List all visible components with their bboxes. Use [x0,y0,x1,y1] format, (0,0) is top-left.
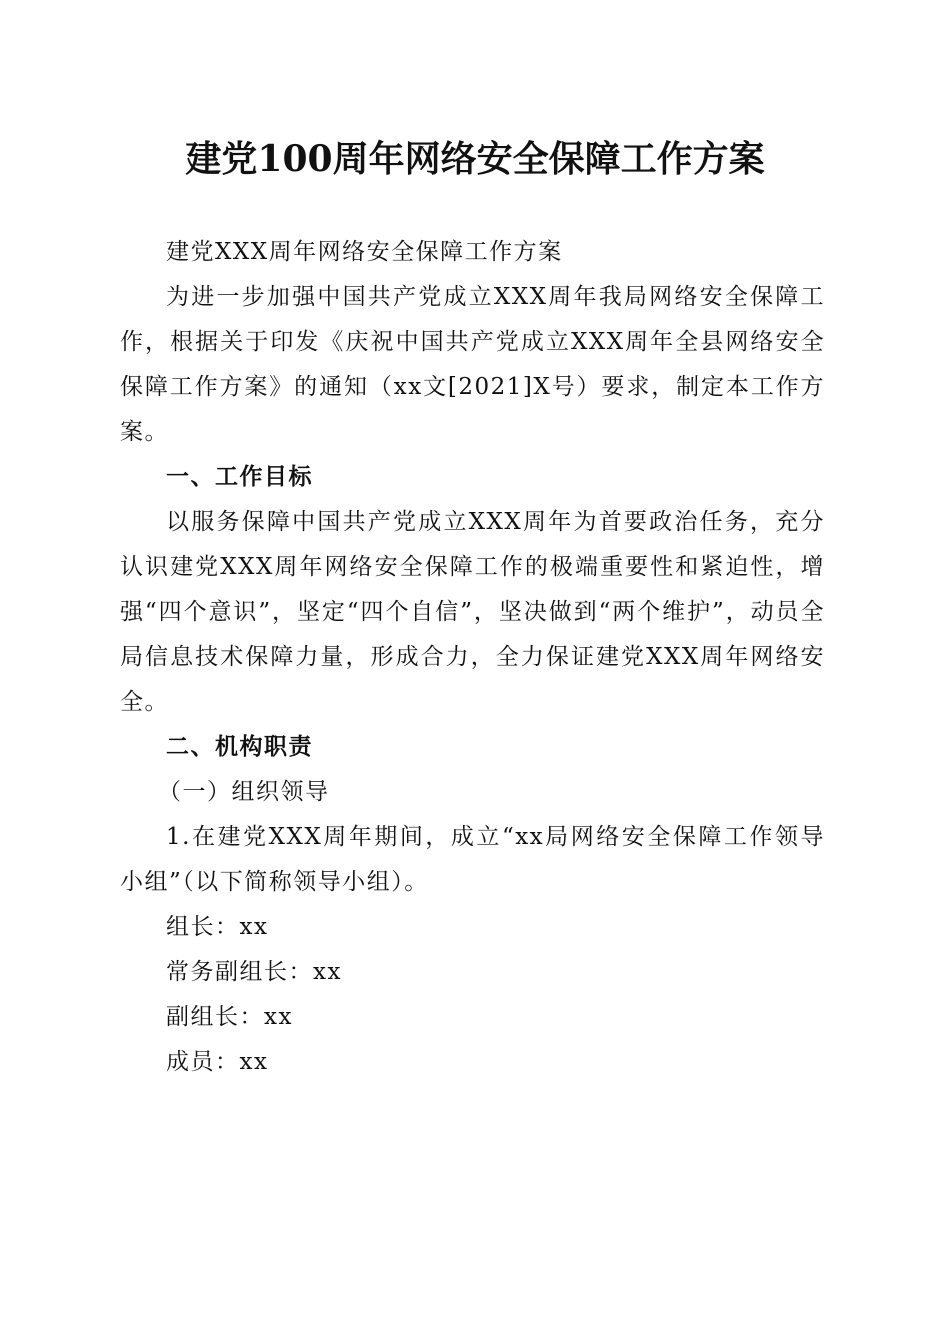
exec-deputy-line: 常务副组长：xx [166,959,342,985]
subtitle-line: 建党XXX周年网络安全保障工作方案 [166,239,563,265]
section1-heading: 一、工作目标 [166,464,313,490]
leader-line: 组长：xx [166,914,269,940]
section2-sub1-heading: （一）组织领导 [158,779,330,805]
members-line: 成员：xx [166,1049,269,1075]
section2-heading: 二、机构职责 [166,734,313,760]
document-body [120,230,825,1085]
section2-item1-paragraph: 1.在建党XXX周年期间，成立“xx局网络安全保障工作领导小组”（以下简称领导小组）。 [120,824,825,895]
deputy-line: 副组长：xx [166,1004,293,1030]
section1-paragraph: 以服务保障中国共产党成立XXX周年为首要政治任务，充分认识建党XXX周年网络安全保障工作的极端重要性和紧迫性，增强“四个意识”，坚定“四个自信”，坚决做到“两个维护”，动员全局信息技术保障力量，形成合力，全力保证建党XXX周年网络安全。 [120,509,825,715]
document-title: 建党100周年网络安全保障工作方案 [185,138,765,180]
intro-paragraph: 为进一步加强中国共产党成立XXX周年我局网络安全保障工作，根据关于印发《庆祝中国共产党成立XXX周年全县网络安全保障工作方案》的通知（xx文[2021]X号）要求，制定本工作方案。 [120,284,825,445]
